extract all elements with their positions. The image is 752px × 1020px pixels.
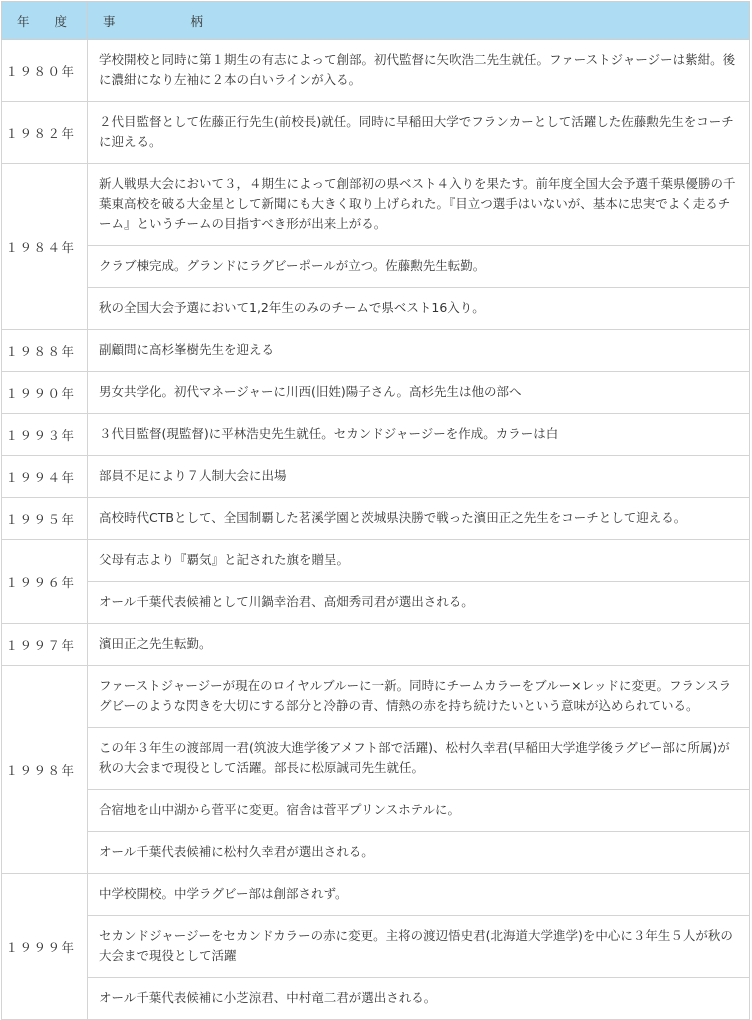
table-row (2, 728, 750, 790)
event-cell: ファーストジャージーが現在のロイヤルブルーに一新。同時にチームカラーをブルー×レッドに変更。フランスラグビーのような閃きを大切にする部分と冷静の青、情熱の赤を持ち続けたいという意味が込められている。 (88, 666, 750, 728)
event-cell: 部員不足により７人制大会に出場 (88, 456, 750, 498)
event-cell: 新人戦県大会において３，４期生によって創部初の県ベスト４入りを果たす。前年度全国大会予選千葉県優勝の千葉東高校を破る大金星として新聞にも大きく取り上げられた。『目立つ選手はいないが、基本に忠実でよく走るチーム』というチームの目指すべき形が出来上がる。 (88, 164, 750, 246)
event-cell: 高校時代CTBとして、全国制覇した茗溪学園と茨城県決勝で戦った濱田正之先生をコーチとして迎える。 (88, 498, 750, 540)
table-row (2, 288, 750, 330)
table-row (2, 102, 750, 164)
table-row (2, 372, 750, 414)
table-row (2, 498, 750, 540)
year-cell: １９９６年 (2, 540, 88, 624)
year-cell: １９９４年 (2, 456, 88, 498)
event-cell: セカンドジャージーをセカンドカラーの赤に変更。主将の渡辺悟史君(北海道大学進学)を中心に３年生５人が秋の大会まで現役として活躍 (88, 916, 750, 978)
history-table (1, 1, 750, 1020)
year-cell: １９８０年 (2, 40, 88, 102)
event-cell: オール千葉代表候補として川鍋幸治君、高畑秀司君が選出される。 (88, 582, 750, 624)
table-row (2, 456, 750, 498)
table-row (2, 246, 750, 288)
table-row (2, 916, 750, 978)
event-cell: 合宿地を山中湖から菅平に変更。宿舎は菅平プリンスホテルに。 (88, 790, 750, 832)
event-cell: ３代目監督(現監督)に平林浩史先生就任。セカンドジャージーを作成。カラーは白 (88, 414, 750, 456)
event-cell: 男女共学化。初代マネージャーに川西(旧姓)陽子さん。高杉先生は他の部へ (88, 372, 750, 414)
year-cell: １９９９年 (2, 874, 88, 1020)
year-cell: １９８４年 (2, 164, 88, 330)
year-cell: １９９０年 (2, 372, 88, 414)
event-cell: この年３年生の渡部周一君(筑波大進学後アメフト部で活躍)、松村久幸君(早稲田大学進学後ラグビー部に所属)が秋の大会まで現役として活躍。部長に松原誠司先生就任。 (88, 728, 750, 790)
event-cell: クラブ棟完成。グランドにラグビーポールが立つ。佐藤勲先生転勤。 (88, 246, 750, 288)
year-cell: １９９７年 (2, 624, 88, 666)
event-cell: 濱田正之先生転勤。 (88, 624, 750, 666)
year-cell: １９９８年 (2, 666, 88, 874)
table-row (2, 164, 750, 246)
table-header-row (2, 2, 750, 40)
event-cell: 学校開校と同時に第１期生の有志によって創部。初代監督に矢吹浩二先生就任。ファーストジャージーは紫紺。後に濃紺になり左袖に２本の白いラインが入る。 (88, 40, 750, 102)
year-cell: １９９３年 (2, 414, 88, 456)
table-row (2, 874, 750, 916)
table-row (2, 582, 750, 624)
table-row (2, 330, 750, 372)
table-row (2, 790, 750, 832)
table-row (2, 414, 750, 456)
year-column-header: 年 度 (2, 2, 88, 40)
table-row (2, 832, 750, 874)
event-cell: オール千葉代表候補に松村久幸君が選出される。 (88, 832, 750, 874)
year-cell: １９９５年 (2, 498, 88, 540)
table-row (2, 540, 750, 582)
event-column-header: 事 柄 (88, 2, 750, 40)
event-cell: 副顧問に高杉峯樹先生を迎える (88, 330, 750, 372)
event-cell: 秋の全国大会予選において1,2年生のみのチームで県ベスト16入り。 (88, 288, 750, 330)
table-row (2, 40, 750, 102)
event-cell: オール千葉代表候補に小芝涼君、中村竜二君が選出される。 (88, 978, 750, 1020)
year-cell: １９８８年 (2, 330, 88, 372)
year-cell: １９８２年 (2, 102, 88, 164)
table-row (2, 624, 750, 666)
event-cell: 父母有志より『覇気』と記された旗を贈呈。 (88, 540, 750, 582)
event-cell: 中学校開校。中学ラグビー部は創部されず。 (88, 874, 750, 916)
table-row (2, 978, 750, 1020)
event-cell: ２代目監督として佐藤正行先生(前校長)就任。同時に早稲田大学でフランカーとして活躍した佐藤勲先生をコーチに迎える。 (88, 102, 750, 164)
table-row (2, 666, 750, 728)
